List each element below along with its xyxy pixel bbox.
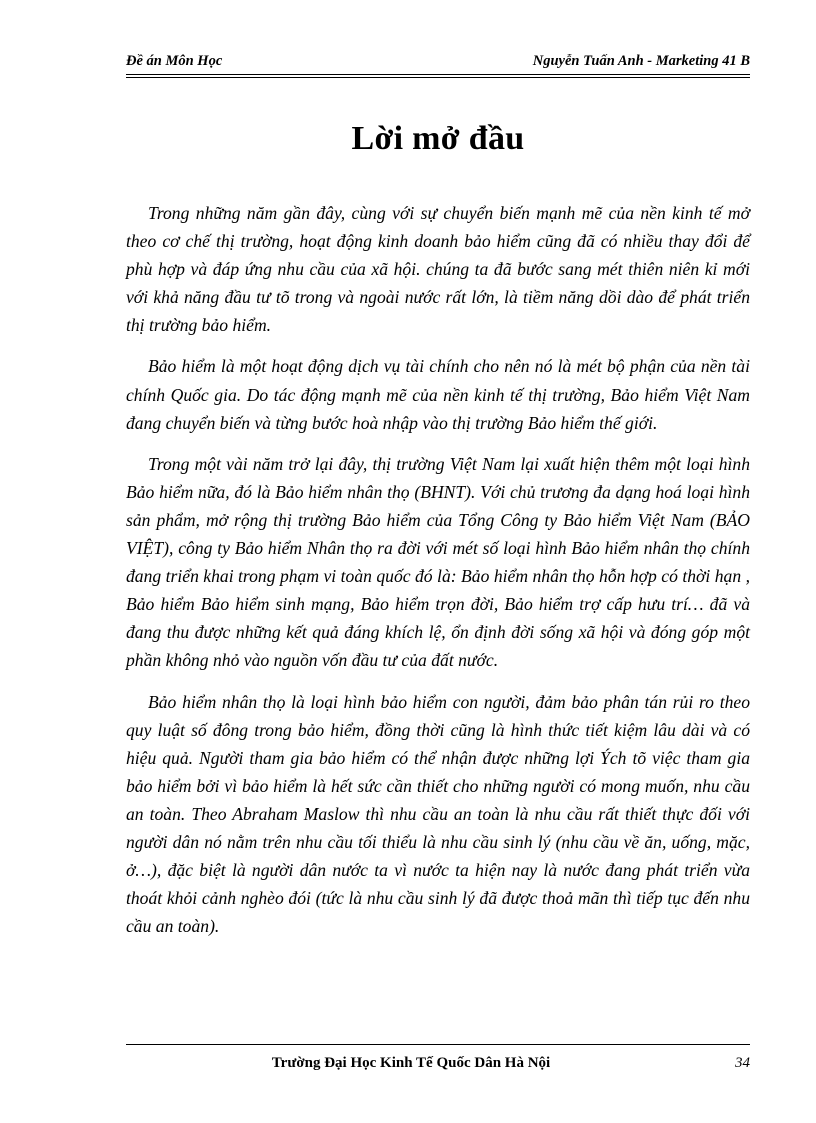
page-header xyxy=(126,53,750,73)
paragraph: Trong một vài năm trở lại đây, thị trường Việt Nam lại xuất hiện thêm một loại hình Bảo hiểm nữa, đó là Bảo hiểm nhân thọ (BHNT). Với chủ trương đa dạng hoá loại hình sản phẩm, mở rộng thị trường Bảo hiểm của Tổng Công ty Bảo hiểm Việt Nam (BẢO VIỆT), công ty Bảo hiểm Nhân thọ ra đời với mét số loại hình Bảo hiểm nhân thọ chính đang triển khai trong phạm vi toàn quốc đó là: Bảo hiểm nhân thọ hỗn hợp có thời hạn , Bảo hiểm Bảo hiểm sinh mạng, Bảo hiểm trọn đời, Bảo hiểm trợ cấp hưu trí… đã và đang thu được những kết quả đáng khích lệ, ổn định đời sống xã hội và đóng góp một phần không nhỏ vào nguồn vốn đầu tư của đất nước. xyxy=(126,453,750,671)
header-author: Nguyễn Tuấn Anh - Marketing 41 B xyxy=(532,53,750,69)
footer-divider xyxy=(126,1044,750,1045)
footer-school-name: Trường Đại Học Kinh Tế Quốc Dân Hà Nội xyxy=(271,1055,551,1071)
header-course-title: Đề án Môn Học xyxy=(126,53,223,69)
body-text xyxy=(126,199,750,953)
header-divider xyxy=(126,74,750,78)
paragraph: Bảo hiểm là một hoạt động dịch vụ tài chính cho nên nó là mét bộ phận của nền tài chính Quốc gia. Do tác động mạnh mẽ của nền kinh tế thị trường, Bảo hiểm Việt Nam đang chuyển biến và từng bước hoà nhập vào thị trường Bảo hiểm thế giới. xyxy=(126,356,750,433)
page-number: 34 xyxy=(735,1055,750,1071)
paragraph: Bảo hiểm nhân thọ là loại hình bảo hiểm con người, đảm bảo phân tán rủi ro theo quy luật số đông trong bảo hiểm, đồng thời cũng là hình thức tiết kiệm lâu dài và có hiệu quả. Người tham gia bảo hiểm có thể nhận được những lợi Ých tõ việc tham gia bảo hiểm bởi vì bảo hiểm là hết sức cần thiết cho những người có mong muốn, nhu cầu an toàn. Theo Abraham Maslow thì nhu cầu an toàn là nhu cầu rất thiết thực đối với người dân nó nằm trên nhu cầu tối thiểu là nhu cầu sinh lý (nhu cầu về ăn, uống, mặc, ở…), đặc biệt là người dân nước ta vì nước ta hiện nay là nước đang phát triển vừa thoát khỏi cảnh nghèo đói (tức là nhu cầu sinh lý đã được thoả mãn thì tiếp tục đến nhu cầu an toàn). xyxy=(126,691,750,937)
page-title: Lời mở đầu xyxy=(351,120,525,157)
page-footer xyxy=(126,1055,750,1077)
paragraph: Trong những năm gần đây, cùng với sự chuyển biến mạnh mẽ của nền kinh tế mở theo cơ chế thị trường, hoạt động kinh doanh bảo hiểm cũng đã có nhiều thay đổi để phù hợp và đáp ứng nhu cầu của xã hội. chúng ta đã bước sang mét thiên niên kỉ mới với khả năng đầu tư tõ trong và ngoài nước rất lớn, là tiềm năng dồi dào để phát triển thị trường bảo hiểm. xyxy=(126,203,750,336)
